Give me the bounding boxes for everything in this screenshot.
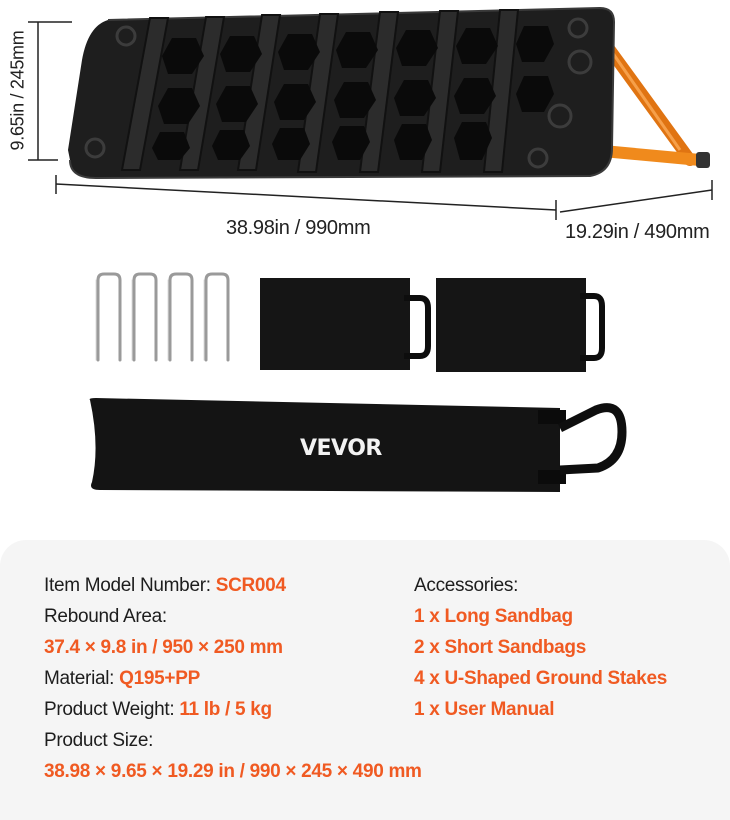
dimension-height-label: 9.65in / 245mm	[7, 30, 28, 151]
material-value: Q195+PP	[119, 668, 200, 689]
accessories-title: Accessories:	[414, 575, 519, 596]
accessories-list	[414, 570, 667, 725]
rebound-area-label: Rebound Area:	[44, 606, 167, 627]
accessory-item: 4 x U-Shaped Ground Stakes	[414, 668, 667, 689]
product-size-value: 38.98 × 9.65 × 19.29 in / 990 × 245 × 490 mm	[44, 761, 422, 782]
model-number-value: SCR004	[215, 575, 286, 596]
accessory-item: 1 x Long Sandbag	[414, 606, 573, 627]
material-row	[44, 663, 422, 694]
accessory-item: 1 x User Manual	[414, 699, 555, 720]
model-number-label: Item Model Number:	[44, 575, 216, 596]
model-number-row	[44, 570, 422, 601]
brand-logo-text: VEVOR	[300, 436, 382, 461]
short-sandbags	[260, 278, 602, 372]
dimension-length-label: 38.98in / 990mm	[226, 217, 371, 239]
spec-panel	[0, 540, 730, 820]
product-size-label: Product Size:	[44, 730, 154, 751]
rebound-board	[68, 8, 614, 178]
rebound-area-value: 37.4 × 9.8 in / 950 × 250 mm	[44, 637, 283, 658]
dimension-depth-label: 19.29in / 490mm	[565, 221, 710, 243]
ground-stakes	[96, 274, 228, 360]
spec-list	[44, 570, 422, 787]
accessory-item: 2 x Short Sandbags	[414, 637, 586, 658]
weight-label: Product Weight:	[44, 699, 180, 720]
weight-value: 11 lb / 5 kg	[179, 699, 272, 720]
accessories-image	[0, 260, 730, 500]
material-label: Material:	[44, 668, 120, 689]
weight-row	[44, 694, 422, 725]
